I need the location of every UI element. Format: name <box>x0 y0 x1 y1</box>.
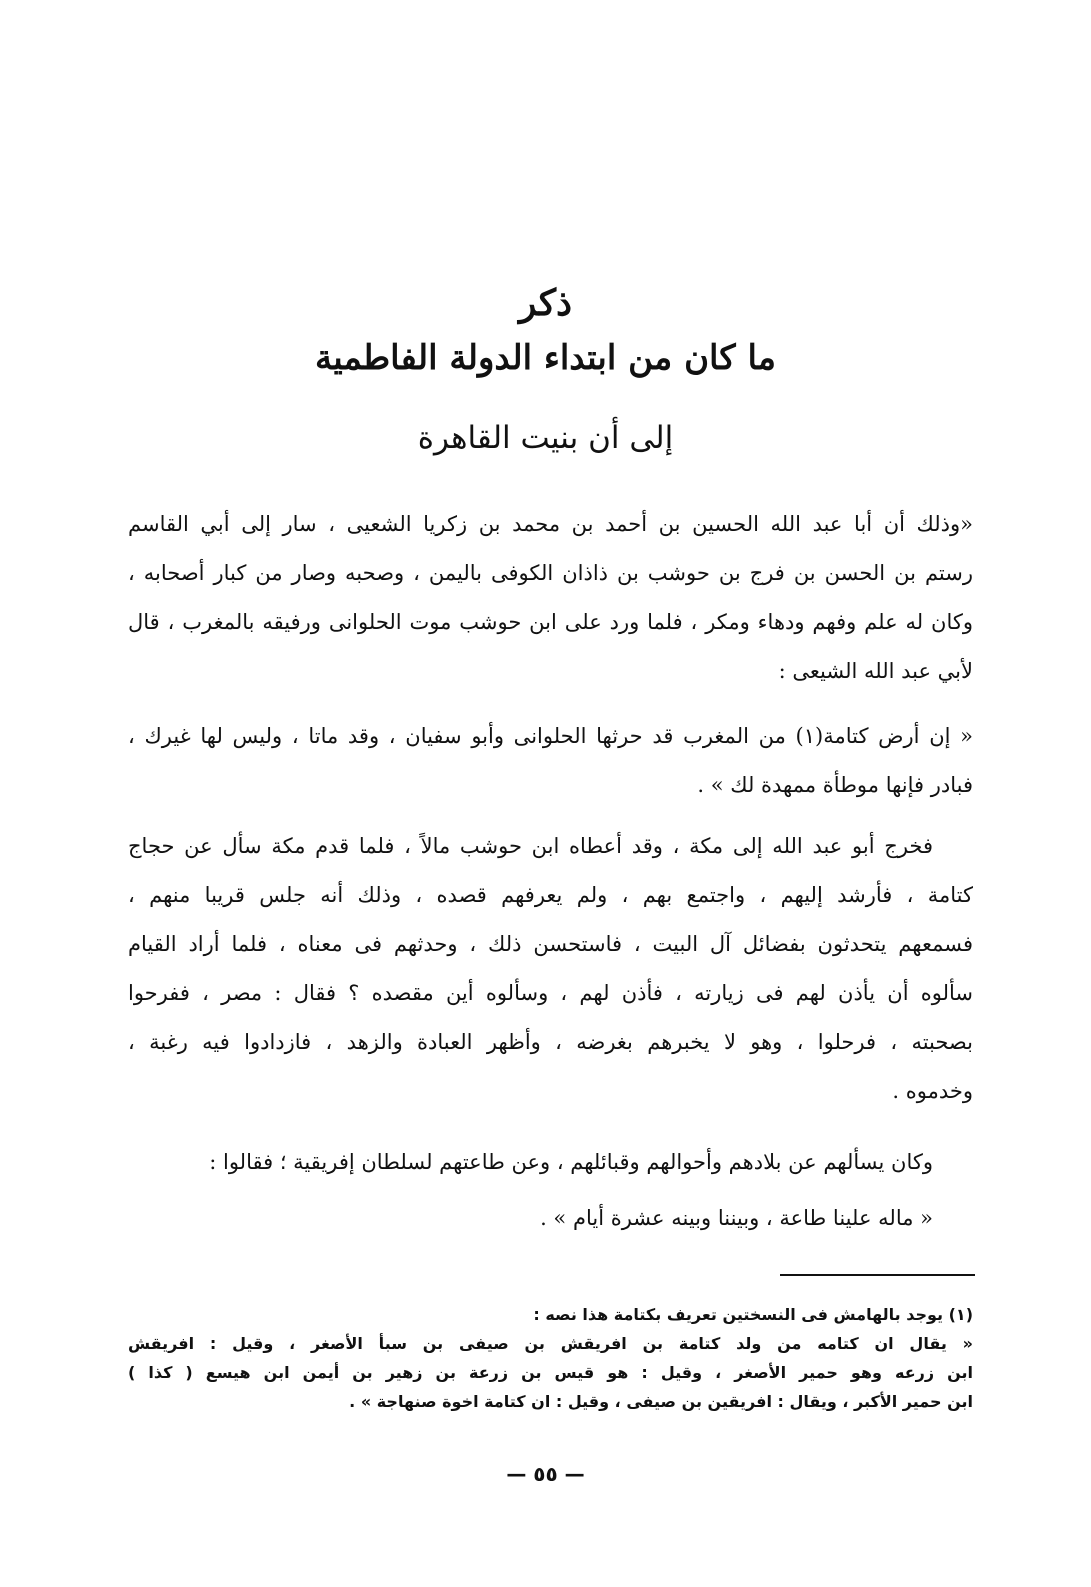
section-title: ذكر <box>518 282 573 324</box>
footnote-line: « يقال ان كتامه من ولد كتامة بن افريقش بن صيفى بن سبأ الأصغر ، وقيل : افريقش <box>128 1334 973 1353</box>
paragraph-line: « إن أرض كتامة(١) من المغرب قد حرثها الحلوانى وأبو سفيان ، وقد ماتا ، وليس لها غيرك ، <box>128 724 973 748</box>
paragraph-line: فبادر فإنها موطأة ممهدة لك » . <box>697 773 973 797</box>
footnote-line: (١) يوجد بالهامش فى النسختين تعريف بكتامة هذا نصه : <box>533 1305 973 1324</box>
paragraph-line: «وذلك أن أبا عبد الله الحسين بن أحمد بن محمد بن زكريا الشعيى ، سار إلى أبي القاسم <box>128 512 973 536</box>
paragraph-line: وخدموه . <box>892 1079 973 1103</box>
page-number: — ٥٥ — <box>506 1462 585 1486</box>
paragraph-line: رستم بن الحسن بن فرج بن حوشب بن ذاذان الكوفى باليمن ، وصحبه وصار من كبار أصحابه ، <box>128 561 973 585</box>
footnote-divider <box>780 1274 975 1276</box>
paragraph-line: سألوه أن يأذن لهم فى زيارته ، فأذن لهم ، وسألوه أين مقصده ؟ فقال : مصر ، ففرحوا <box>128 981 973 1005</box>
paragraph-line: فسمعهم يتحدثون بفضائل آل البيت ، فاستحسن ذلك ، وحدثهم فى معناه ، فلما أراد القيام <box>128 932 973 956</box>
paragraph-line: فخرج أبو عبد الله إلى مكة ، وقد أعطاه ابن حوشب مالاً ، فلما قدم مكة سأل عن حجاج <box>128 834 933 858</box>
footnote <box>128 1300 973 1416</box>
footnote-line: ابن زرعه وهو حمير الأصغر ، وقيل : هو قيس بن زرعة بن زهير بن أيمن ابن هيسع ( كذا ) <box>128 1363 973 1382</box>
paragraph-line: لأبي عبد الله الشيعى : <box>778 659 973 683</box>
paragraph-1 <box>128 500 973 696</box>
paragraph-line: وكان يسألهم عن بلادهم وأحوالهم وقبائلهم ، وعن طاعتهم لسلطان إفريقية ؛ فقالوا : <box>209 1150 933 1174</box>
paragraph-line: « ماله علينا طاعة ، وبيننا وبينه عشرة أيام » . <box>540 1206 933 1230</box>
paragraph-4 <box>128 1138 973 1187</box>
paragraph-2 <box>128 712 973 810</box>
paragraph-line: كتامة ، فأرشد إليهم ، واجتمع بهم ، ولم يعرفهم قصده ، وذلك أنه جلس قريبا منهم ، <box>128 883 973 907</box>
paragraph-5 <box>128 1194 973 1243</box>
paragraph-line: وكان له علم وفهم ودهاء ومكر ، فلما ورد على ابن حوشب موت الحلوانى ورفيقه بالمغرب ، قال <box>128 610 973 634</box>
section-subtitle: ما كان من ابتداء الدولة الفاطمية <box>314 338 777 378</box>
section-subtitle-2: إلى أن بنيت القاهرة <box>417 420 674 456</box>
paragraph-line: بصحبته ، فرحلوا ، وهو لا يخبرهم بغرضه ، وأظهر العبادة والزهد ، فازدادوا فيه رغبة ، <box>128 1030 973 1054</box>
paragraph-3 <box>128 822 973 1116</box>
footnote-line: ابن حمير الأكبر ، ويقال : افريقين بن صيفى ، وقيل : ان كتامة اخوة صنهاجة » . <box>349 1392 973 1411</box>
